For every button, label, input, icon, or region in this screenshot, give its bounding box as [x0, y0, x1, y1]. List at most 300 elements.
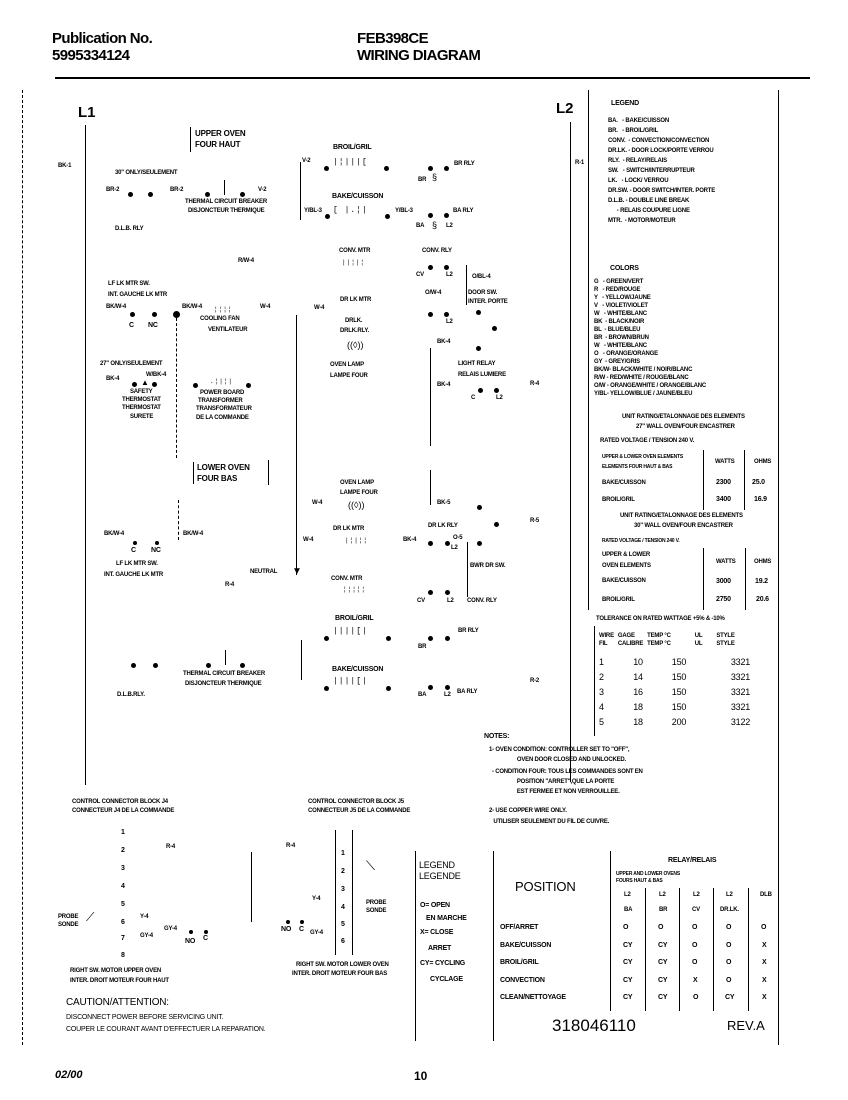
cell: X — [762, 942, 767, 949]
l2-label: L2 — [451, 545, 458, 551]
rating27-title: UNIT RATING/ETALONNAGE DES ELEMENTS — [622, 414, 745, 420]
l2-bus — [570, 122, 571, 782]
pin: 6 — [341, 938, 345, 945]
part-number: 318046110 — [552, 1016, 636, 1035]
upper-conv-relay-label: CONV. RLY — [422, 248, 452, 254]
wire-br2: BR-2 — [106, 187, 120, 193]
note-line: - CONDITION FOUR: TOUS LES COMMANDES SONT EN — [489, 769, 643, 775]
motor-icon: |¦|¦¦ — [345, 537, 369, 544]
legend-item: BA. - BAKE/CUISSON — [608, 118, 670, 124]
wire-gy4: GY-4 — [310, 930, 323, 936]
l2-label: L2 — [446, 272, 453, 278]
br-label: BR — [418, 177, 427, 183]
table-row — [597, 670, 780, 685]
rating27-row-watts: 2300 — [716, 479, 731, 486]
footer-date: 02/00 — [55, 1069, 83, 1081]
wire-wbk4: W/BK-4 — [146, 372, 167, 378]
wire-r5: R-5 — [530, 518, 540, 524]
rating27-subtitle: 27" WALL OVEN/FOUR ENCASTRER — [636, 424, 735, 430]
color-item: W - WHITE/BLANC — [594, 311, 647, 317]
lower-lf-lk-mtr-label-fr: INT. GAUCHE LK MTR — [104, 572, 164, 578]
wire-r1: R-1 — [575, 160, 585, 166]
note-line: 1- OVEN CONDITION: CONTROLLER SET TO "OFF", — [489, 747, 630, 753]
relay-contact — [444, 312, 449, 317]
table-row — [597, 700, 780, 715]
wire-bkw4: BK/W-4 — [183, 531, 204, 537]
cell: O — [726, 959, 732, 966]
legend-close: X= CLOSE — [420, 929, 454, 936]
j4-title-fr: CONNECTEUR J4 DE LA COMMANDE — [72, 808, 175, 814]
color-item: Y/BL- YELLOW/BLUE / JAUNE/BLEU — [594, 391, 693, 397]
terminal — [324, 166, 329, 171]
cell: O — [623, 924, 629, 931]
c-label: C — [203, 935, 208, 942]
legend-divider — [588, 90, 589, 610]
cell: 200 — [671, 717, 687, 727]
cooling-fan-label: COOLING FAN — [200, 316, 240, 322]
rating27-row-name: BROIL/GRIL — [602, 497, 635, 503]
cell: 3 — [599, 687, 604, 697]
relay-contact — [494, 388, 499, 393]
header-cell: UL — [694, 641, 703, 647]
lower-lf-lk-mtr-label: LF LK MTR SW. — [116, 561, 158, 567]
lower-bake-label: BAKE/CUISSON — [332, 666, 384, 673]
wire-w4: W-4 — [303, 537, 314, 543]
relay-title: RELAY/RELAIS — [668, 857, 717, 864]
connector-block-edge — [352, 830, 353, 955]
switch-contact — [476, 310, 481, 315]
caution-line-1: DISCONNECT POWER BEFORE SERVICING UNIT. — [66, 1014, 224, 1021]
relay-contact — [428, 541, 433, 546]
tolerance-note: TOLERANCE ON RATED WATTAGE +5% & -10% — [596, 616, 725, 622]
terminal — [477, 505, 482, 510]
drlk-relay-label: DRLK.RLY. — [340, 328, 369, 334]
l2-label: L2 — [444, 692, 451, 698]
upper-oven-title-fr: FOUR HAUT — [195, 140, 241, 149]
rating27-voltage: RATED VOLTAGE / TENSION 240 V. — [600, 438, 695, 444]
cell: 150 — [671, 672, 687, 682]
relay-coil-icon: § — [432, 220, 438, 230]
neutral-wire — [296, 315, 297, 575]
table-divider — [745, 548, 746, 610]
switch-contact — [477, 541, 482, 546]
l2-label: L2 — [446, 223, 453, 229]
switch-contact — [189, 930, 193, 934]
wire-y4: Y-4 — [140, 914, 149, 920]
cv-label: CV — [416, 272, 424, 278]
cell: 16 — [633, 687, 643, 697]
c-label: C — [129, 322, 134, 329]
lower-dlb-relay-label: D.L.B.RLY. — [117, 692, 145, 698]
wire-table — [597, 632, 737, 648]
terminal — [324, 686, 329, 691]
bwr-dr-sw-label: BWR DR SW. — [470, 563, 506, 569]
color-item: GY - GREY/GRIS — [594, 359, 640, 365]
drlk-label: DRLK. — [345, 318, 363, 324]
cell: O — [658, 924, 664, 931]
wire-bkw4: BK/W-4 — [104, 531, 125, 537]
relay-contact — [428, 590, 433, 595]
cell: 5 — [599, 717, 604, 727]
cell: 18 — [633, 702, 643, 712]
l2-label: L2 — [447, 598, 454, 604]
legend-item: SW. - SWITCH/INTERRUPTEUR — [608, 168, 695, 174]
cell: X — [762, 977, 767, 984]
c-label: C — [471, 395, 476, 401]
column-subheader: BR — [659, 907, 668, 913]
cooling-fan-label-fr: VENTILATEUR — [208, 327, 248, 333]
terminal — [386, 686, 391, 691]
header-cell: CALIBRE — [617, 641, 644, 647]
lower-dr-lk-relay-label: DR LK RLY — [428, 523, 458, 529]
rating30-row-name: BROIL/GRIL — [602, 597, 635, 603]
l1-bus — [85, 125, 86, 785]
color-item: BK - BLACK/NOIR — [594, 319, 645, 325]
note-line: POSITION "ARRET",QUE LA PORTE — [489, 779, 615, 785]
rating30-title: UNIT RATING/ETALONNAGE DES ELEMENTS — [620, 513, 743, 519]
wire-bk4: BK-4 — [437, 382, 451, 388]
switch-contact — [133, 541, 137, 545]
lower-thermal-breaker-label-fr: DISJONCTEUR THERMIQUE — [185, 681, 262, 687]
row-label: CLEAN/NETTOYAGE — [500, 994, 566, 1001]
wire-bk4: BK-4 — [437, 339, 451, 345]
terminal — [324, 636, 329, 641]
bake-element-icon: [ |.¦| — [333, 206, 368, 215]
rating30-row-name: BAKE/CUISSON — [602, 578, 646, 584]
column-subheader: CV — [692, 907, 700, 913]
color-item: O/W - ORANGE/WHITE / ORANGE/BLANC — [594, 383, 707, 389]
oven-lamp-label: OVEN LAMP — [330, 362, 364, 368]
caution-line-2: COUPER LE COURANT AVANT D'EFFECTUER LA REPARATION. — [66, 1026, 266, 1033]
power-board-label: TRANSFORMER — [198, 398, 243, 404]
br-relay-label: BR RLY — [454, 161, 475, 167]
color-item: Y - YELLOW/JAUNE — [594, 295, 651, 301]
right-border — [778, 90, 779, 1045]
relay-contact — [428, 166, 433, 171]
header-cell: GAGE — [617, 633, 635, 639]
upper-oven-title: UPPER OVEN — [195, 129, 246, 138]
rating30-elements-label: OVEN ELEMENTS — [602, 563, 651, 569]
terminal — [476, 346, 481, 351]
nc-label: NC — [148, 322, 158, 329]
rating27-ohms-header: OHMS — [754, 459, 772, 465]
lf-lk-mtr-label-fr: INT. GAUCHE LK MTR — [108, 292, 168, 298]
rating30-ohms-header: OHMS — [754, 559, 772, 565]
column-header: L2 — [624, 892, 631, 898]
lower-oven-bracket — [193, 462, 194, 484]
pin: 5 — [121, 901, 125, 908]
fan-icon: ¦¦¦¦ — [214, 306, 233, 313]
pin: 6 — [121, 919, 125, 926]
position-legend-border — [415, 851, 416, 1041]
pin: 1 — [121, 829, 125, 836]
legend-title: LEGEND — [611, 100, 639, 107]
legend-item: DR.SW. - DOOR SWITCH/INTER. PORTE — [608, 188, 716, 194]
color-item: R - RED/ROUGE — [594, 287, 641, 293]
left-border — [22, 90, 23, 1045]
junction — [173, 311, 180, 318]
lower-conv-relay-label: CONV. RLY — [467, 598, 497, 604]
upper-broil-label: BROIL/GRIL — [333, 144, 372, 151]
lower-oven-title: LOWER OVEN — [197, 463, 250, 472]
dlb-relay-label: D.L.B. RLY — [115, 226, 144, 232]
lower-broil-label: BROIL/GRIL — [335, 615, 374, 622]
column-subheader: DR.LK. — [720, 907, 739, 913]
wire-ybl3: Y/BL-3 — [395, 208, 413, 214]
rating30-elements-label: UPPER & LOWER — [602, 552, 651, 558]
cell: 4 — [599, 702, 604, 712]
pin: 1 — [341, 850, 345, 857]
cell: 3321 — [730, 657, 751, 667]
relay-subtitle-fr: FOURS HAUT & BAS — [616, 878, 663, 884]
lower-conv-mtr-label: CONV. MTR — [331, 576, 363, 582]
table-divider — [703, 548, 704, 610]
l2-label: L2 — [496, 395, 503, 401]
rating30-watts-header: WATTS — [716, 559, 736, 565]
right-upper-motor-label-fr: INTER. DROIT MOTEUR FOUR HAUT — [70, 978, 169, 984]
table-row — [597, 715, 780, 730]
relay-subtitle: UPPER AND LOWER OVENS — [616, 871, 680, 877]
row-label: BAKE/CUISSON — [500, 942, 552, 949]
color-item: V - VIOLET/VIOLET — [594, 303, 648, 309]
rating27-row-name: BAKE/CUISSON — [602, 480, 646, 486]
thermostat-icon: ▲ — [141, 378, 149, 387]
legend-item: RLY. - RELAY/RELAIS — [608, 158, 667, 164]
note-line: 2- USE COPPER WIRE ONLY. — [489, 808, 567, 814]
cell: 150 — [671, 702, 687, 712]
safety-thermostat-label: THERMOSTAT — [122, 405, 161, 411]
safety-thermostat-label: SURETE — [130, 414, 154, 420]
lower-thermal-breaker-label: THERMAL CIRCUIT BREAKER — [183, 671, 265, 677]
safety-thermostat-label: SAFETY — [130, 389, 153, 395]
probe-icon: ⟍ — [366, 858, 376, 873]
j5-title-fr: CONNECTEUR J5 DE LA COMMANDE — [308, 808, 411, 814]
wire-table-header — [597, 640, 737, 648]
cell: 1 — [599, 657, 604, 667]
legend-item: D.L.B. - DOUBLE LINE BREAK — [608, 198, 690, 204]
wire-rw4: R/W-4 — [238, 258, 254, 264]
colors-title: COLORS — [610, 265, 639, 272]
terminal — [148, 192, 153, 197]
ba-label: BA — [416, 223, 425, 229]
cell: O — [761, 924, 767, 931]
motor-icon: ||¦|¦ — [342, 259, 366, 266]
relay-contact — [444, 166, 449, 171]
rating27-row-ohms: 25.0 — [752, 479, 765, 486]
wire-obl4: O/BL-4 — [472, 274, 491, 280]
cell: 150 — [671, 687, 687, 697]
terminal — [385, 214, 390, 219]
pin: 4 — [341, 904, 345, 911]
wire — [178, 500, 179, 540]
rating27-row-watts: 3400 — [716, 496, 731, 503]
relay-contact — [444, 213, 449, 218]
wire-v2: V-2 — [258, 187, 267, 193]
terminal — [205, 192, 210, 197]
legend-item: LK. - LOCK/ VERROU — [608, 178, 669, 184]
cell: O — [693, 994, 699, 1001]
neutral-label: NEUTRAL — [250, 569, 278, 575]
terminal — [246, 383, 251, 388]
ba-relay-label: BA RLY — [453, 208, 474, 214]
power-board-label: DE LA COMMANDE — [196, 415, 249, 421]
column-divider — [713, 888, 714, 1011]
legend-item: - RELAIS COUPURE LIGNE — [608, 208, 690, 214]
column-divider — [645, 888, 646, 1011]
wire-table-header — [597, 632, 737, 640]
cell: 150 — [671, 657, 687, 667]
row-label: OFF/ARRET — [500, 924, 539, 931]
color-item: BK/W- BLACK/WHITE / NOIR/BLANC — [594, 367, 693, 373]
column-subheader: BA — [624, 907, 633, 913]
legend-item: MTR. - MOTOR/MOTEUR — [608, 218, 676, 224]
cell: O — [726, 924, 732, 931]
note-line: OVEN DOOR CLOSED AND UNLOCKED. — [489, 757, 626, 763]
header-cell: TEMP °C — [647, 641, 671, 647]
column-header: L2 — [693, 892, 700, 898]
switch-contact — [492, 326, 497, 331]
only-27-label: 27" ONLY/SEULEMENT — [100, 361, 163, 367]
lower-ba-relay-label: BA RLY — [457, 689, 478, 695]
arrow-down-icon: ▼ — [292, 566, 302, 577]
connector-block-edge — [335, 830, 336, 955]
relay-contact — [428, 213, 433, 218]
j4-title: CONTROL CONNECTOR BLOCK J4 — [72, 799, 168, 805]
legend-cycling: CY= CYCLING — [420, 960, 466, 967]
switch-contact — [286, 920, 290, 924]
relay-contact — [428, 312, 433, 317]
no-label: NO — [281, 926, 292, 933]
header-cell: TEMP °C — [647, 633, 671, 639]
l1-label: L1 — [78, 104, 96, 121]
power-board-label: POWER BOARD — [200, 390, 245, 396]
rating30-row-ohms: 19.2 — [755, 578, 768, 585]
row-label: BROIL/GRIL — [500, 959, 539, 966]
note-line: UTILISER SEULEMENT DU FIL DE CUIVRE. — [489, 819, 610, 825]
column-divider — [748, 888, 749, 1011]
only-30-label: 30" ONLY/SEULEMENT — [115, 170, 178, 176]
cell: 3321 — [730, 672, 751, 682]
relay-table-border — [610, 851, 611, 1011]
terminal — [152, 382, 157, 387]
pin: 5 — [341, 921, 345, 928]
relay-contact — [445, 590, 450, 595]
nc-label: NC — [151, 547, 161, 554]
c-label: C — [131, 547, 136, 554]
column-header: L2 — [726, 892, 733, 898]
light-relay-label-fr: RELAIS LUMIERE — [458, 372, 506, 378]
cell: CY — [725, 994, 735, 1001]
wire-gy4: GY-4 — [140, 933, 153, 939]
table-divider — [703, 450, 704, 510]
wire-bkw4: BK/W-4 — [182, 304, 203, 310]
cell: CY — [658, 959, 668, 966]
wire — [466, 265, 467, 305]
cell: CY — [623, 994, 633, 1001]
pin: 3 — [341, 886, 345, 893]
cell: X — [693, 977, 698, 984]
l2-label: L2 — [556, 100, 574, 117]
upper-bake-label: BAKE/CUISSON — [332, 193, 384, 200]
wire-gy4: GY-4 — [164, 926, 177, 932]
position-table-border — [493, 851, 494, 1041]
relay-contact — [428, 636, 433, 641]
wire-r4: R-4 — [166, 844, 176, 850]
wire-r2: R-2 — [530, 678, 540, 684]
terminal — [325, 214, 330, 219]
lower-oven-lamp-label: OVEN LAMP — [340, 480, 374, 486]
cell: 3321 — [730, 687, 751, 697]
wire — [430, 470, 431, 505]
pin: 2 — [341, 868, 345, 875]
breaker-mark — [225, 650, 226, 665]
switch-contact — [494, 522, 499, 527]
terminal — [128, 192, 133, 197]
wire-w4: W-4 — [314, 305, 325, 311]
page-title: WIRING DIAGRAM — [357, 47, 481, 64]
wire — [430, 348, 431, 446]
page-number: 10 — [414, 1069, 428, 1083]
cell: 18 — [633, 717, 643, 727]
legend-cycling-fr: CYCLAGE — [430, 976, 463, 983]
legend-item: CONV. - CONVECTION/CONVECTION — [608, 138, 710, 144]
power-board-label: TRANSFORMATEUR — [196, 406, 252, 412]
door-switch-label-fr: INTER. PORTE — [468, 299, 508, 305]
rating30-subtitle: 30" WALL OVEN/FOUR ENCASTRER — [634, 523, 733, 529]
pin: 7 — [121, 935, 125, 942]
probe-label-fr: SONDE — [58, 922, 79, 928]
wire-ybl3: Y/BL-3 — [304, 208, 322, 214]
right-lower-motor-label: RIGHT SW. MOTOR LOWER OVEN — [296, 962, 389, 968]
wire-r4: R-4 — [225, 582, 235, 588]
rating30-voltage: RATED VOLTAGE / TENSION 240 V. — [602, 538, 680, 544]
upper-conv-mtr-label: CONV. MTR — [339, 248, 371, 254]
header-cell: WIRE — [599, 633, 614, 639]
cell: CY — [658, 977, 668, 984]
broil-element-icon: |¦|||[ — [333, 158, 368, 167]
terminal — [206, 663, 211, 668]
pin: 8 — [121, 952, 125, 959]
cell: 10 — [633, 657, 643, 667]
door-switch-label: DOOR SW. — [468, 290, 498, 296]
right-lower-motor-label-fr: INTER. DROIT MOTEUR FOUR BAS — [292, 971, 388, 977]
terminal — [240, 192, 245, 197]
terminal — [386, 636, 391, 641]
column-divider — [679, 888, 680, 1011]
probe-label: PROBE — [58, 914, 79, 920]
no-label: NO — [185, 938, 196, 945]
probe-icon: ⟋ — [86, 910, 95, 924]
lamp-icon: ((◊)) — [348, 500, 365, 510]
ba-label: BA — [418, 692, 427, 698]
header-cell: FIL — [599, 641, 608, 647]
wire-o5: O-5 — [453, 535, 463, 541]
cell: O — [692, 942, 698, 949]
broil-element-icon: ||||[| — [333, 627, 368, 636]
lf-lk-mtr-label: LF LK MTR SW. — [108, 281, 150, 287]
cell: 3321 — [730, 702, 751, 712]
switch-contact — [152, 312, 157, 317]
c-label: C — [299, 926, 304, 933]
wire-bk5: BK-5 — [437, 500, 451, 506]
wire-bk1: BK-1 — [58, 163, 72, 169]
color-item: O - ORANGE/ORANGE — [594, 351, 658, 357]
light-relay-label: LIGHT RELAY — [458, 361, 496, 367]
wire-r4: R-4 — [530, 381, 540, 387]
wire-bk4: BK-4 — [106, 376, 120, 382]
l2-label: L2 — [446, 319, 453, 325]
wire-y4: Y-4 — [312, 896, 321, 902]
